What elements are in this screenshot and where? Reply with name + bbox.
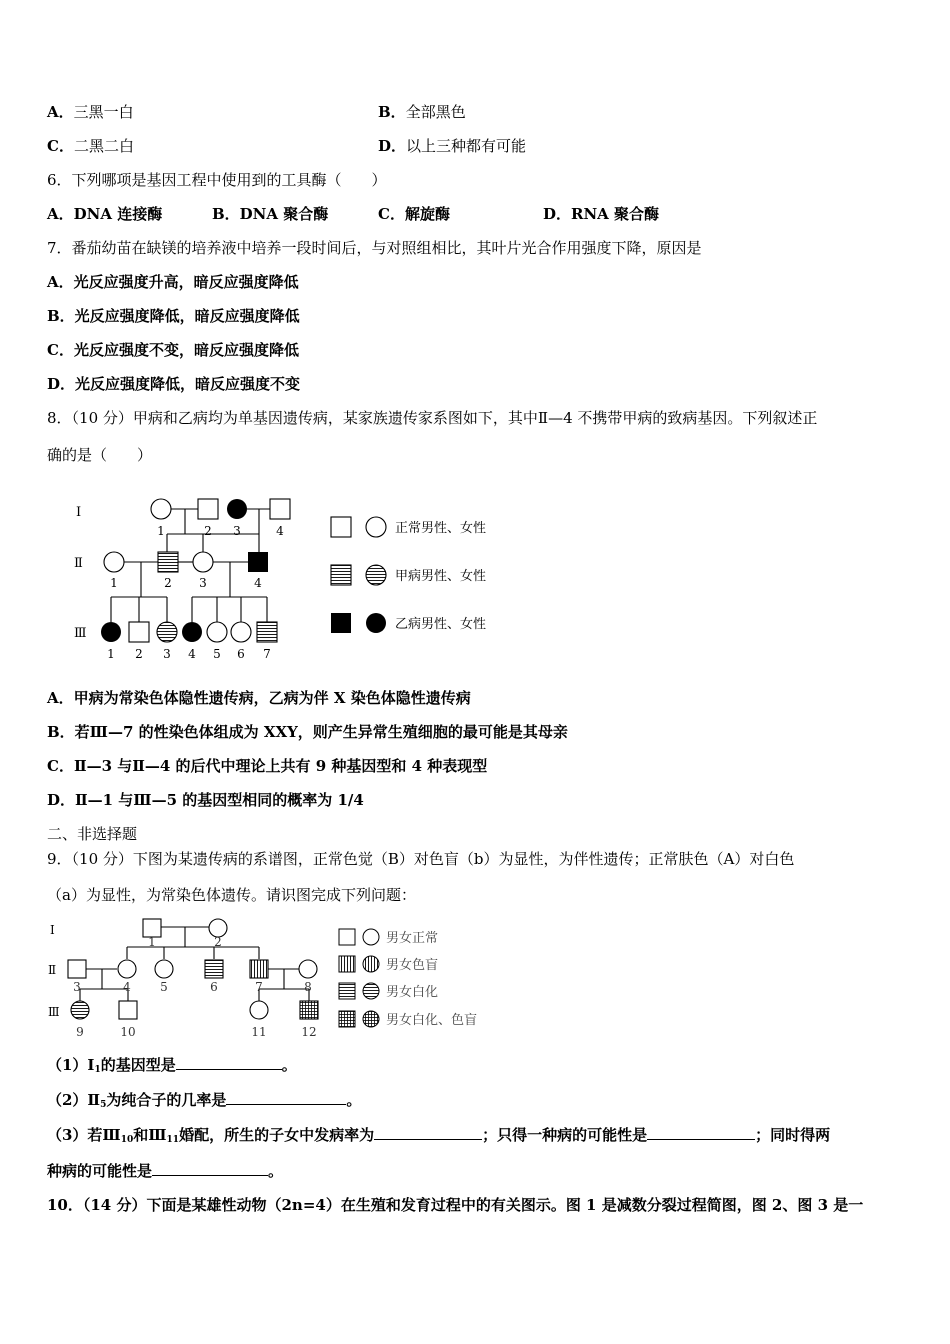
q8-III4 — [182, 622, 202, 642]
q8-I3 — [227, 499, 247, 519]
svg-text:1: 1 — [148, 935, 156, 949]
q9-stem-line1: 9．（10 分）下图为某遗传病的系谱图，正常色觉（B）对色盲（b）为显性，为伴性遗传；正常肤色（A）对白色 — [47, 850, 795, 868]
svg-text:3: 3 — [233, 524, 241, 538]
svg-text:1: 1 — [110, 576, 118, 590]
svg-text:5: 5 — [160, 980, 168, 994]
q9-part2: $(2)Ⅱ_5$为纯合子的几率是 。 — [47, 1091, 362, 1110]
q8-II3 — [193, 552, 213, 572]
q9-part2-blank[interactable] — [226, 1089, 346, 1105]
svg-text:12: 12 — [301, 1025, 317, 1039]
q5-option-b: B．全部黑色 — [378, 103, 466, 121]
section-2-heading: 二、非选择题 — [47, 825, 138, 843]
svg-text:2: 2 — [214, 935, 222, 949]
q8-II2 — [158, 552, 178, 572]
q5-option-d: D．以上三种都有可能 — [378, 137, 527, 155]
q9-part3: （3）若$Ⅲ_{10}$和$Ⅲ_{11}$婚配，所生的子女中发病率为 ；只得一种病的可能性是 ；同时得两 — [47, 1126, 831, 1145]
q9-part3-blank-1[interactable] — [374, 1124, 482, 1140]
svg-text:2: 2 — [135, 647, 143, 661]
svg-text:2: 2 — [204, 524, 212, 538]
q8-III2 — [129, 622, 149, 642]
q8-I4 — [270, 499, 290, 519]
q9-pedigree-chart — [46, 914, 506, 1044]
svg-text:3: 3 — [163, 647, 171, 661]
svg-text:1: 1 — [157, 524, 165, 538]
q8-I2 — [198, 499, 218, 519]
svg-text:8: 8 — [304, 980, 312, 994]
svg-text:4: 4 — [123, 980, 131, 994]
q8-stem-line1: 8．（10 分）甲病和乙病均为单基因遗传病，某家族遗传家系图如下，其中Ⅱ—4 不携带甲病的致病基因。下列叙述正 — [47, 409, 818, 427]
q8-option-b: B．若Ⅲ—7 的性染色体组成为 XXY，则产生异常生殖细胞的最可能是其母亲 — [47, 723, 568, 741]
q8-gen1-label: Ⅰ — [76, 505, 82, 520]
q6-option-c: C．解旋酶 — [378, 205, 450, 223]
svg-text:11: 11 — [251, 1025, 267, 1039]
q9-part3-cont: 种病的可能性是 。 — [47, 1162, 284, 1180]
q9-legend-colorblind: 男女色盲 — [386, 958, 439, 973]
svg-text:3: 3 — [199, 576, 207, 590]
q9-gen1-label: Ⅰ — [50, 923, 55, 937]
q6-stem: 6．下列哪项是基因工程中使用到的工具酶（ ） — [47, 171, 387, 189]
q8-gen3-label: Ⅲ — [74, 626, 87, 641]
q9-part3-blank-3[interactable] — [152, 1160, 268, 1176]
q9-legend-albino: 男女白化 — [386, 985, 439, 1000]
q8-pedigree-chart — [70, 492, 530, 662]
q7-option-a: A．光反应强度升高，暗反应强度降低 — [47, 273, 299, 291]
q9-legend-normal: 男女正常 — [386, 931, 439, 946]
svg-text:7: 7 — [255, 980, 263, 994]
q6-option-a: A．DNA 连接酶 — [47, 205, 163, 223]
svg-text:2: 2 — [164, 576, 172, 590]
svg-text:3: 3 — [73, 980, 81, 994]
q8-legend-yi: 乙病男性、女性 — [395, 617, 487, 632]
q8-option-a: A．甲病为常染色体隐性遗传病，乙病为伴 X 染色体隐性遗传病 — [47, 689, 471, 707]
q5-option-c: C．二黑二白 — [47, 137, 134, 155]
q7-stem: 7．番茄幼苗在缺镁的培养液中培养一段时间后，与对照组相比，其叶片光合作用强度下降，原因是 — [47, 239, 702, 257]
q8-III6 — [231, 622, 251, 642]
svg-text:6: 6 — [210, 980, 218, 994]
q6-option-d: D．RNA 聚合酶 — [543, 205, 660, 223]
q5-option-a: A．三黑一白 — [47, 103, 134, 121]
q7-option-d: D．光反应强度降低，暗反应强度不变 — [47, 375, 301, 393]
q8-III5 — [207, 622, 227, 642]
q8-gen2-label: Ⅱ — [74, 556, 83, 571]
q8-stem-line2: 确的是（ ） — [47, 446, 153, 464]
svg-text:4: 4 — [276, 524, 284, 538]
q9-part3-blank-2[interactable] — [647, 1124, 755, 1140]
q8-III7 — [257, 622, 277, 642]
q8-legend-normal: 正常男性、女性 — [395, 521, 487, 536]
q9-gen3-label: Ⅲ — [48, 1005, 60, 1019]
q9-stem-line2: （a）为显性，为常染色体遗传。请识图完成下列问题： — [47, 886, 416, 904]
q8-option-d: D．Ⅱ—1 与Ⅲ—5 的基因型相同的概率为 1/4 — [47, 791, 364, 809]
svg-text:4: 4 — [188, 647, 196, 661]
q10-stem: 10．（14 分）下面是某雄性动物（2n=4）在生殖和发育过程中的有关图示。图 1 是减数分裂过程简图，图 2、图 3 是一 — [47, 1196, 864, 1214]
q8-option-c: C．Ⅱ—3 与Ⅱ—4 的后代中理论上共有 9 种基因型和 4 种表现型 — [47, 757, 488, 775]
q8-I1 — [151, 499, 171, 519]
q8-III1 — [101, 622, 121, 642]
svg-text:6: 6 — [237, 647, 245, 661]
svg-text:4: 4 — [254, 576, 262, 590]
svg-text:10: 10 — [120, 1025, 136, 1039]
svg-text:5: 5 — [213, 647, 221, 661]
q8-II4 — [248, 552, 268, 572]
svg-text:1: 1 — [107, 647, 115, 661]
q6-option-b: B．DNA 聚合酶 — [212, 205, 329, 223]
q9-part1: $(1)Ⅰ_1$的基因型是 。 — [47, 1056, 297, 1075]
q7-option-b: B．光反应强度降低，暗反应强度降低 — [47, 307, 300, 325]
q9-legend-both: 男女白化、色盲 — [386, 1013, 478, 1028]
q9-gen2-label: Ⅱ — [48, 963, 57, 977]
svg-text:7: 7 — [263, 647, 271, 661]
q9-part1-blank[interactable] — [176, 1054, 282, 1070]
q8-legend-jia: 甲病男性、女性 — [395, 569, 487, 584]
q8-III3 — [157, 622, 177, 642]
svg-text:9: 9 — [76, 1025, 84, 1039]
q7-option-c: C．光反应强度不变，暗反应强度降低 — [47, 341, 299, 359]
q8-II1 — [104, 552, 124, 572]
